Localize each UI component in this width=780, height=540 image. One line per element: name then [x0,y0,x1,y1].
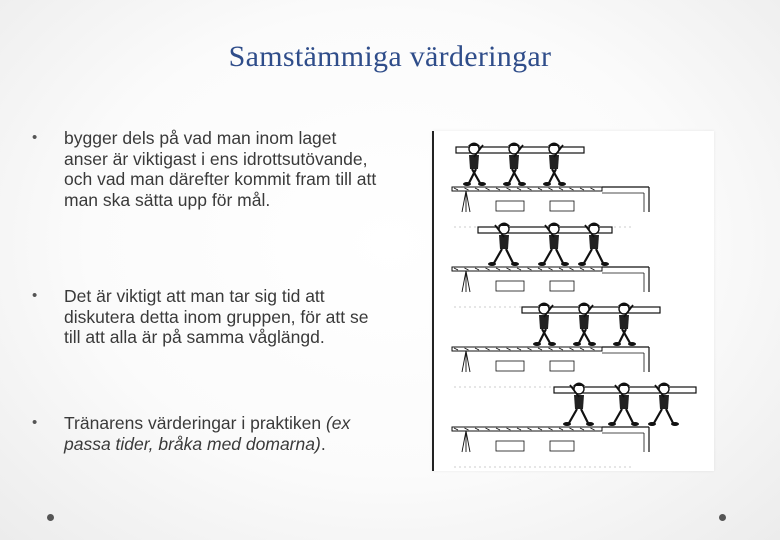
bullet-marker: • [32,287,38,304]
team-carrying-beam-cartoon-icon [432,131,714,471]
bullet-text: Tränarens värderingar i praktiken [64,413,326,433]
bullet-text: bygger dels på vad man inom laget anser är viktigast i ens idrottsutövande, och vad man därefter kommit fram till att man ska sätta upp för mål. [64,128,377,210]
bullet-text-end: . [320,433,326,454]
bullet-marker: • [32,129,38,146]
bullet-item [30,286,380,348]
slide-title: Samstämmiga värderingar [228,40,552,73]
bullet-item [30,413,380,454]
bullet-text: Det är viktigt att man tar sig tid att diskutera detta inom gruppen, för att se till att alla är på samma våglängd. [64,286,369,347]
corner-dot-right [719,514,726,521]
bullet-text-italic: (ex passa tider, bråka med domarna) [64,413,351,454]
corner-dot-left [47,514,54,521]
bullet-marker: • [32,414,38,431]
bullet-item [30,128,380,210]
